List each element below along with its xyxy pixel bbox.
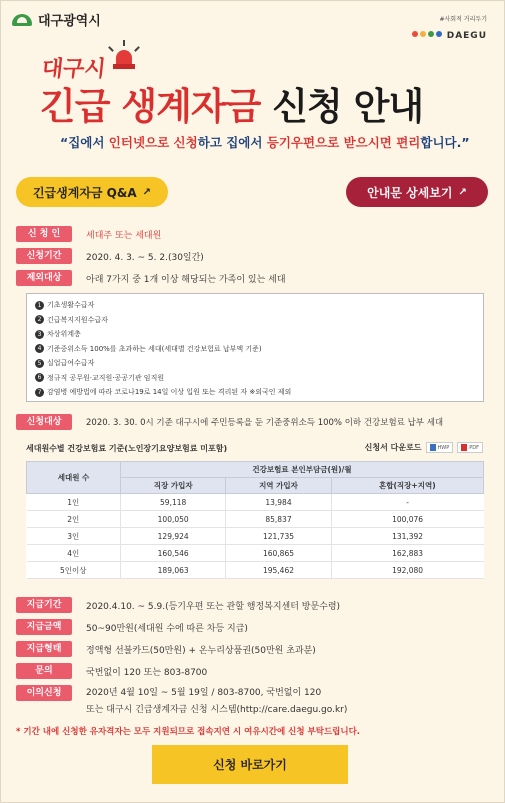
tagline-part: 하고 집에서 <box>197 135 267 150</box>
table-cell: 13,984 <box>226 494 331 511</box>
guide-button-label: 안내문 상세보기 <box>367 185 453 200</box>
info-row-period <box>16 248 204 264</box>
table-cell: 121,735 <box>226 528 331 545</box>
table-cell: 160,546 <box>121 545 226 562</box>
pdf-download-button[interactable] <box>457 442 483 453</box>
table-cell: 85,837 <box>226 511 331 528</box>
premium-table <box>26 461 484 579</box>
table-cell: 195,462 <box>226 562 331 579</box>
external-link-icon: ↗ <box>142 186 152 198</box>
info-label: 지급형태 <box>16 641 72 657</box>
tagline-part: 합니다.” <box>420 135 470 150</box>
info-row-target <box>16 414 443 430</box>
city-logo[interactable] <box>12 10 101 29</box>
info-row-objection <box>16 685 347 719</box>
pdf-file-icon <box>461 444 467 451</box>
list-item <box>35 327 475 342</box>
table-cell: 162,883 <box>331 545 483 562</box>
apply-button-label: 신청 바로가기 <box>213 758 287 772</box>
apply-now-button[interactable] <box>152 745 348 784</box>
table-row <box>27 528 484 545</box>
tagline-accent: 등기우편으로 받으시면 편리 <box>266 135 421 150</box>
info-value-line: 2020년 4월 10일 ~ 5월 19일 / 803-8700, 국번없이 120 <box>86 688 322 698</box>
table-cell: 3인 <box>27 528 121 545</box>
info-label: 신 청 인 <box>16 226 72 242</box>
info-label: 제외대상 <box>16 270 72 286</box>
hwp-download-button[interactable] <box>426 442 454 453</box>
list-item-text: 정규직 공무원·교직원·공공기관 임직원 <box>47 373 165 382</box>
list-item-text: 기준중위소득 100%를 초과하는 세대(세대별 건강보험료 납부액 기준) <box>47 344 262 353</box>
table-title: 세대원수별 건강보험료 기준(노인장기요양보험료 미포함) <box>26 444 228 453</box>
info-value: 2020. 3. 30. 0시 기준 대구시에 주민등록을 둔 기준중위소득 100% 이하 건강보험료 납부 세대 <box>86 418 444 428</box>
table-header: 세대원 수 <box>27 462 121 494</box>
table-cell: 129,924 <box>121 528 226 545</box>
table-cell: 192,080 <box>331 562 483 579</box>
hwp-file-icon <box>430 444 436 451</box>
notice-text: * 기간 내에 신청한 유자격자는 모두 지원되므로 접속지연 시 여유시간에 신청 부탁드립니다. <box>16 727 361 737</box>
info-row-inquiry <box>16 663 207 679</box>
list-item-text: 차상위계층 <box>47 330 81 338</box>
city-name: 대구광역시 <box>38 14 101 29</box>
number-badge: 4 <box>35 344 44 353</box>
number-badge: 3 <box>35 330 44 339</box>
list-item-text: 감염병 예방법에 따라 코로나19로 14일 이상 입원 또는 격리된 자 ※외국인 제외 <box>47 388 292 396</box>
table-cell: 100,076 <box>331 511 483 528</box>
list-item-text: 기초생활수급자 <box>47 301 95 309</box>
list-item <box>35 313 475 328</box>
info-value: 정액형 선불카드(50만원) + 온누리상품권(50만원 초과분) <box>86 645 316 656</box>
number-badge: 1 <box>35 301 44 310</box>
info-label: 지급금액 <box>16 619 72 635</box>
tagline-accent: 인터넷으로 신청 <box>108 135 198 150</box>
table-header: 혼합(직장+지역) <box>331 478 483 494</box>
info-label: 신청기간 <box>16 248 72 264</box>
info-row-applicant <box>16 226 161 242</box>
title-black: 신청 안내 <box>272 85 424 128</box>
info-row-pay-period <box>16 597 340 613</box>
hwp-label: HWP <box>437 444 450 451</box>
table-header: 지역 가입자 <box>226 478 331 494</box>
table-row <box>27 545 484 562</box>
info-value: 국번없이 120 또는 803-8700 <box>86 667 208 678</box>
list-item <box>35 298 475 313</box>
number-badge: 6 <box>35 373 44 382</box>
table-row <box>27 562 484 579</box>
table-cell: - <box>331 494 483 511</box>
page-title <box>40 76 423 130</box>
list-item <box>35 371 475 386</box>
table-cell: 131,392 <box>331 528 483 545</box>
info-value: 50~90만원(세대원 수에 따른 차등 지급) <box>86 623 248 634</box>
table-cell: 189,063 <box>121 562 226 579</box>
info-value: 아래 7가지 중 1개 이상 해당되는 가족이 있는 세대 <box>86 274 286 285</box>
info-label: 문의 <box>16 663 72 679</box>
brand-logo <box>407 14 487 42</box>
list-item <box>35 356 475 371</box>
info-label: 신청대상 <box>16 414 72 430</box>
daegu-logo-icon <box>12 12 32 28</box>
number-badge: 5 <box>35 359 44 368</box>
info-value-line: 또는 대구시 긴급생계자금 신청 시스템(http://care.daegu.go.kr) <box>86 705 348 715</box>
info-value: 2020. 4. 3. ~ 5. 2.(30일간) <box>86 252 204 263</box>
number-badge: 7 <box>35 388 44 397</box>
table-header: 건강보험료 본인부담금(원)/월 <box>121 462 484 478</box>
table-cell: 4인 <box>27 545 121 562</box>
list-item-text: 실업급여수급자 <box>47 359 95 367</box>
table-cell: 5인이상 <box>27 562 121 579</box>
download-label: 신청서 다운로드 <box>364 443 422 452</box>
qa-button[interactable] <box>16 177 168 207</box>
info-row-pay-amount <box>16 619 248 635</box>
table-header: 직장 가입자 <box>121 478 226 494</box>
table-cell: 2인 <box>27 511 121 528</box>
guide-detail-button[interactable] <box>346 177 488 207</box>
pdf-label: PDF <box>469 444 479 451</box>
siren-icon <box>112 44 136 72</box>
title-red: 긴급 생계자금 <box>40 85 261 128</box>
list-item <box>35 385 475 400</box>
tagline-part: “집에서 <box>60 135 109 150</box>
brand-dots-icon <box>412 31 442 37</box>
table-row <box>27 494 484 511</box>
list-item <box>35 342 475 357</box>
hero-city: 대구시 <box>40 57 107 82</box>
table-cell: 59,118 <box>121 494 226 511</box>
brand-name: DAEGU <box>446 31 487 41</box>
info-value: 2020.4.10. ~ 5.9.(등기우편 또는 관할 행정복지센터 방문수령) <box>86 601 341 612</box>
table-row <box>27 511 484 528</box>
info-value: 세대주 또는 세대원 <box>86 230 162 241</box>
download-area <box>365 442 483 453</box>
info-row-exclusion <box>16 270 286 286</box>
table-cell: 160,865 <box>226 545 331 562</box>
info-row-pay-type <box>16 641 316 657</box>
external-link-icon: ↗ <box>458 186 467 198</box>
info-label: 이의신청 <box>16 685 72 701</box>
qa-button-label: 긴급생계자금 Q&A <box>32 185 137 200</box>
exclusion-list <box>26 293 484 402</box>
list-item-text: 긴급복지지원수급자 <box>47 315 108 324</box>
table-cell: 1인 <box>27 494 121 511</box>
table-cell: 100,050 <box>121 511 226 528</box>
info-value <box>86 685 347 719</box>
brand-tag: #사회적 거리두기 <box>439 16 487 23</box>
info-label: 지급기간 <box>16 597 72 613</box>
number-badge: 2 <box>35 315 44 324</box>
tagline <box>60 133 470 151</box>
